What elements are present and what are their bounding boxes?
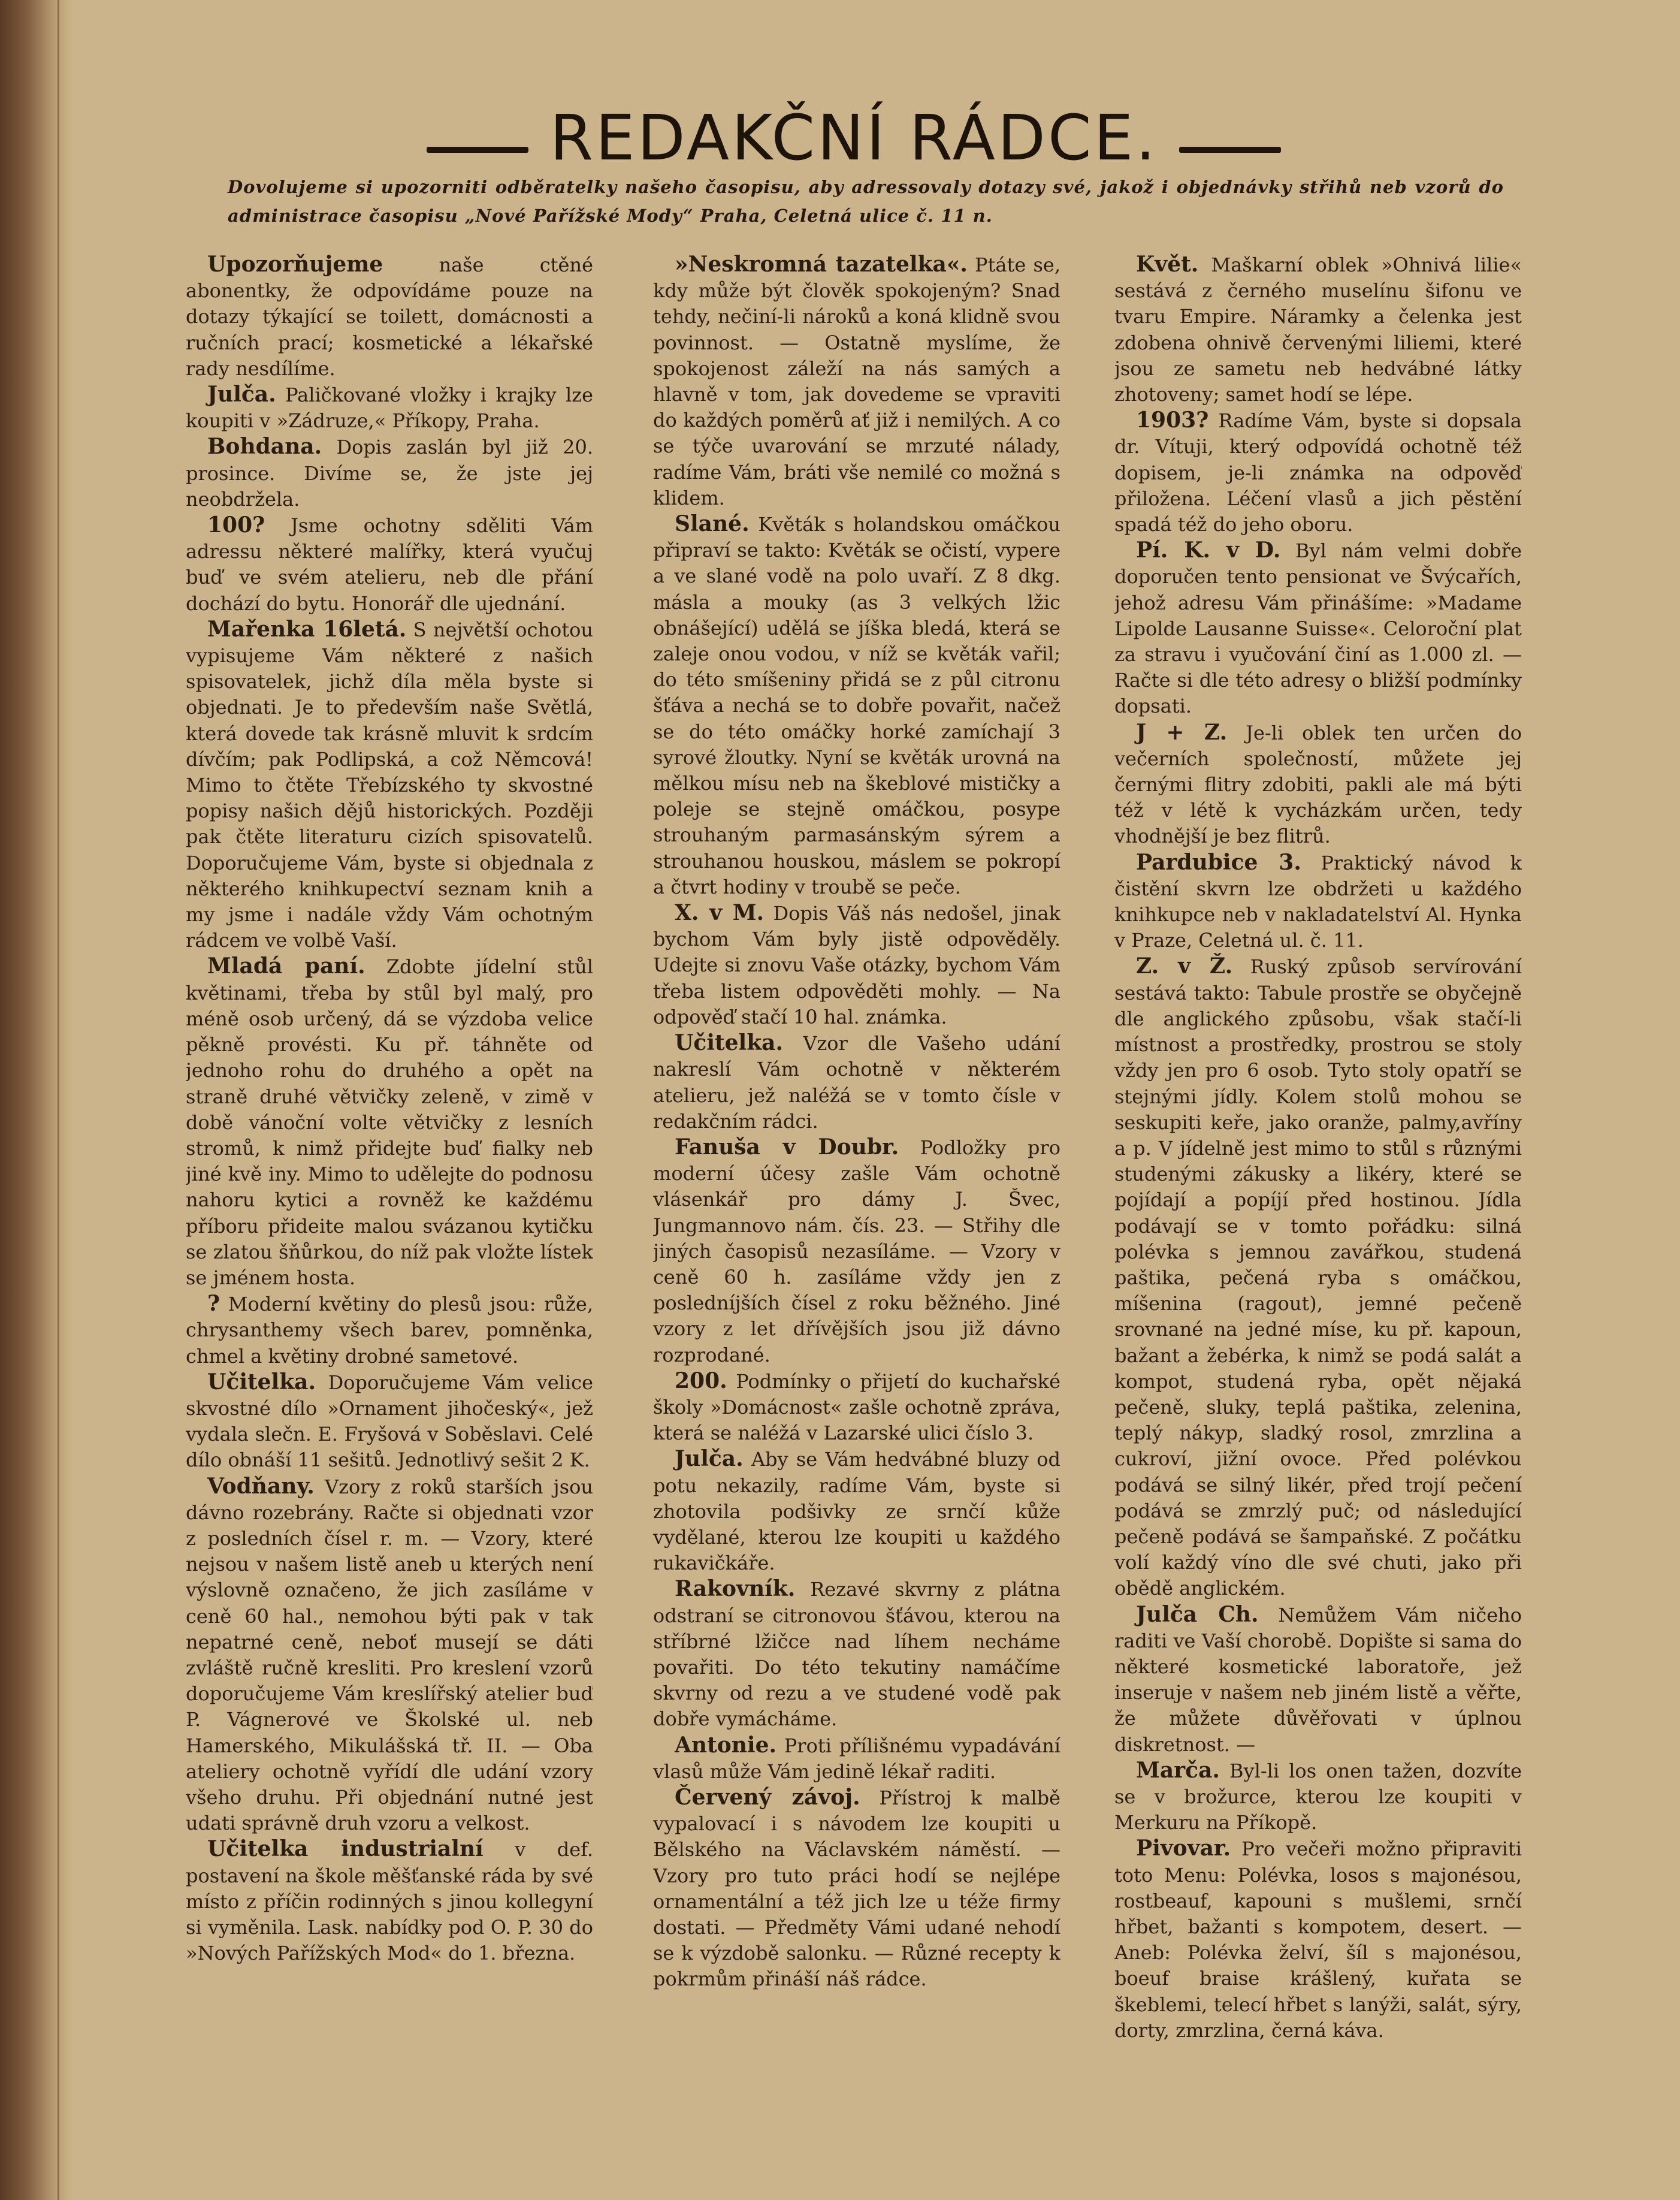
entry-text: Ptáte se, kdy může být člověk spokojeným? Snad tehdy, nečiní-li nároků a koná klidně svou povinnost. — Ostatně myslíme, že spokojenost záleží na nás samých a hlavně v tom, jak dovedeme se vpraviti do každých poměrů ať již i nemilých. A co se týče uvarování se mrzuté nálady, radíme Vám, bráti vše nemilé co možná s klidem.: [653, 254, 1060, 509]
entry-addressee: Antonie.: [675, 1732, 777, 1758]
letter-entry: [1114, 408, 1522, 538]
page: [180, 72, 1528, 2139]
letter-entry: [1114, 1758, 1522, 1836]
letter-entry: [653, 1030, 1060, 1134]
entry-text: Pro večeři možno připraviti toto Menu: Polévka, losos s majonésou, rostbeauf, kapouni s mušlemi, srnčí hřbet, bažanti s kompotem, desert. — Aneb: Polévka želví, šíl s majonésou, boeuf braise krášlený, kuřata se škeblemi, telecí hřbet s lanýži, salát, sýry, dorty, zmrzlina, černá káva.: [1114, 1837, 1522, 2042]
entry-addressee: Upozorňujeme: [207, 252, 383, 277]
entry-text: Jsme ochotny sděliti Vám adressu některé malířky, která vyučuj buď ve svém atelieru, neb dle přání dochází do bytu. Honorář dle ujednání.: [186, 514, 593, 615]
entry-addressee: Vodňany.: [207, 1473, 315, 1499]
letter-entry: [186, 382, 593, 434]
subscriber-notice: Dovolujeme si upozorniti odběratelky našeho časopisu, aby adressovaly dotazy své, jakož i objednávky střihů neb vzorů do administrace časopisu „Nové Pařížské Mody“ Praha, Celetná ulice č. 11 n.: [228, 177, 1504, 226]
letter-entry: [186, 617, 593, 954]
entry-text: Vzor dle Vašeho udání nakreslí Vám ochotně v některém atelieru, jež naléžá se v tomto čísle v redakčním rádci.: [653, 1032, 1060, 1133]
page-header: [180, 72, 1528, 252]
letter-entry: [186, 252, 593, 382]
entry-addressee: Julča.: [207, 382, 276, 408]
entry-text: Doporučujeme Vám velice skvostné dílo »Ornament jihočeský«, jež vydala slečn. E. Fryšová v Soběslavi. Celé dílo obnáší 11 sešitů. Jednotlivý sešit 2 K.: [186, 1371, 593, 1472]
entry-text: Maškarní oblek »Ohnivá lilie« sestává z černého muselínu šifonu ve tvaru Empire. Náramky a čelenka jest zdobena ohnivě červenými liliemi, které jsou ze sametu neb hedvábné látky zhotoveny; samet hodí se lépe.: [1114, 254, 1522, 406]
entry-addressee: Mařenka 16letá.: [207, 616, 407, 642]
entry-text: Nemůžem Vám ničeho raditi ve Vaší chorobě. Dopište si sama do některé kosmetické laboratoře, jež inseruje v našem neb jiném listě a věřte, že můžete důvěřovati v úplnou diskretnost. —: [1114, 1603, 1522, 1756]
entry-addressee: Julča Ch.: [1136, 1601, 1259, 1627]
entry-addressee: 200.: [675, 1368, 727, 1393]
book-binding-edge: [0, 0, 72, 2200]
entry-addressee: Bohdana.: [207, 434, 322, 460]
entry-text: Vzory z roků starších jsou dávno rozebrány. Račte si objednati vzor z posledních čísel r. m. — Vzory, které nejsou v našem listě aneb u kterých není výslovně označeno, že jich zasíláme v ceně 60 hal., nemohou býti pak v tak nepatrné ceně, neboť musejí se dáti zvláště ručně kresliti. Pro kreslení vzorů doporučujeme Vám kreslířský atelier buď P. Vágnerové ve Školské ul. neb Hamerského, Mikulášská tř. II. — Oba ateliery ochotně vyřídí dle udání vzory všeho druhu. Při objednání nutné jest udati správně druh vzoru a velkost.: [186, 1475, 593, 1835]
entry-text: Zdobte jídelní stůl květinami, třeba by stůl byl malý, pro méně osob určený, dá se výzdoba velice pěkně provésti. Ku př. táhněte od jednoho rohu do druhého a opět na straně druhé větvičky zeleně, v zimě v době vánoční volte větvičky z lesních stromů, k nimž přidejte buď fialky neb jiné kvě iny. Mimo to udělejte do podnosu nahoru kytici a rovněž ke každému příboru přideite malou svázanou kytičku se zlatou šňůrkou, do níž pak vložte lístek se jménem hosta.: [186, 955, 593, 1289]
letter-entry: [653, 252, 1060, 511]
letter-entry: [1114, 1602, 1522, 1758]
entry-addressee: Učitelka.: [675, 1030, 784, 1056]
entry-text: Moderní květiny do plesů jsou: růže, chrysanthemy všech barev, pomněnka, chmel a květiny drobné sametové.: [186, 1293, 593, 1368]
entry-text: Podmínky o přijetí do kuchařské školy »Domácnost« zašle ochotně zpráva, která se naléžá v Lazarské ulici číslo 3.: [653, 1369, 1060, 1445]
letter-entry: [653, 1134, 1060, 1368]
letter-entry: [653, 1733, 1060, 1785]
entry-text: Proti přílišnému vypadávání vlasů může Vám jedině lékař raditi.: [653, 1734, 1060, 1783]
entry-addressee: Květ.: [1136, 252, 1199, 277]
letter-entry: [1114, 1836, 1522, 2044]
letter-entry: [1114, 850, 1522, 954]
entry-addressee: 100?: [207, 512, 265, 538]
entry-text: Je-li oblek ten určen do večerních společností, můžete jej černými flitry zdobiti, pakli ale má býti též v létě k vycházkám určen, tedy vhodnější je bez flitrů.: [1114, 721, 1522, 848]
entry-text: Byl-li los onen tažen, dozvíte se v brožurce, kterou lze koupiti v Merkuru na Příkopě.: [1114, 1759, 1522, 1834]
entry-text: Radíme Vám, byste si dopsala dr. Vítuji, který odpovídá ochotně též dopisem, je-li známka na odpověď přiložena. Léčení vlasů a jich pěstění spadá též do jeho oboru.: [1114, 409, 1522, 536]
entry-text: Praktický návod k čistění skvrn lze obdržeti u každého knihkupce neb v nakladatelství Al. Hynka v Praze, Celetná ul. č. 11.: [1114, 851, 1522, 952]
letter-entry: [653, 511, 1060, 900]
column-2: [653, 252, 1060, 2127]
page-title: REDAKČNÍ RÁDCE.: [549, 101, 1158, 174]
entry-addressee: Pardubice 3.: [1136, 849, 1301, 875]
entry-addressee: Fanuša v Doubr.: [675, 1134, 899, 1160]
letter-entry: [1114, 252, 1522, 408]
entry-text: naše ctěné abonentky, že odpovídáme pouze na dotazy týkající se toilett, domácnosti a ručních prací; kosmetické a lékařské rady nesdílíme.: [186, 254, 593, 380]
entry-text: Byl nám velmi dobře doporučen tento pensionat ve Švýcařích, jehož adresu Vám přinášíme: »Madame Lipolde Lausanne Suisse«. Celoroční plat za stravu i vyučování činí as 1.000 zl. — Račte si dle této adresy o bližší podmínky dopsati.: [1114, 539, 1522, 718]
entry-text: Paličkované vložky i krajky lze koupiti v »Zádruze,« Příkopy, Praha.: [186, 384, 593, 433]
entry-text: Ruský způsob servírování sestává takto: Tabule prostře se obyčejně dle anglického způsobu, však stačí-li místnost a prostředky, prostrou se stoly vždy jen pro 6 osob. Tyto stoly opatří se stejnými jídly. Kolem stolů mohou se seskupiti keře, jako oranže, palmy,avříny a p. V jídelně jest mimo to stůl s různými studenými zákusky a likéry, které se pojídají a popíjí před hostinou. Jídla podávají se v tomto pořádku: silná polévka s jemnou zavářkou, studená paštika, pečená ryba s omáčkou, míšenina (ragout), jemné pečeně srovnané na jedné míse, ku př. kapoun, bažant a žebérka, k nimž se podá salát a kompot, studená ryba, opět nějaká pečeně, sluky, teplá paštika, zelenina, teplý nákyp, sladký rosol, zmrzlina a cukroví, jižní ovoce. Před polévkou podává se silný likér, před trojí pečení podává se zmrzlý puč; od následující pečeně podává se šampaňské. Z počátku volí každý víno dle své chuti, jako při obědě anglickém.: [1114, 955, 1522, 1600]
spine-line: [58, 0, 59, 2200]
entry-addressee: »Neskromná tazatelka«.: [675, 252, 968, 277]
letter-entry: [186, 953, 593, 1291]
entry-addressee: Slané.: [675, 511, 750, 537]
letter-entry: [186, 434, 593, 512]
entry-addressee: Učitelka.: [207, 1369, 316, 1395]
letter-entry: [186, 1836, 593, 1966]
entry-text: Podložky pro moderní účesy zašle Vám ochotně vlásenkář pro dámy J. Švec, Jungmannovo nám. čís. 23. — Střihy dle jiných časopisů nezasíláme. — Vzory v ceně 60 h. zasíláme vždy jen z posledníjších čísel z roku běžného. Jiné vzory z let dřívějších jsou již dávno rozprodané.: [653, 1136, 1060, 1366]
column-1: [186, 252, 593, 2127]
letter-entry: [653, 900, 1060, 1030]
entry-text: v def. postavení na škole měšťanské ráda by své místo z příčin rodinných s jinou kollegyní si vyměnila. Lask. nabídky pod O. P. 30 do »Nových Pařížských Mod« do 1. března.: [186, 1838, 593, 1965]
entry-addressee: Pí. K. v D.: [1136, 538, 1281, 563]
letter-entry: [653, 1576, 1060, 1732]
entry-addressee: Marča.: [1136, 1757, 1220, 1783]
entry-addressee: Julča.: [675, 1446, 744, 1472]
entry-text: Dopis zaslán byl již 20. prosince. Divíme se, že jste jej neobdržela.: [186, 436, 593, 511]
letter-entry: [186, 1474, 593, 1837]
entry-text: Dopis Váš nás nedošel, jinak bychom Vám byly jistě odpověděly. Udejte si znovu Vaše otázky, bychom Vám třeba listem odpověděti mohly. — Na odpověď stačí 10 hal. známka.: [653, 902, 1060, 1028]
letter-entry: [653, 1446, 1060, 1576]
entry-text: Aby se Vám hedvábné bluzy od potu nekazily, radíme Vám, byste si zhotovila podšivky ze srnčí kůže vydělané, kterou lze koupiti u každého rukavičkáře.: [653, 1448, 1060, 1575]
entry-addressee: X. v M.: [675, 900, 765, 926]
letter-entry: [653, 1368, 1060, 1447]
entry-text: S největší ochotou vypisujeme Vám některé z našich spisovatelek, jichž díla měla byste si objednati. Je to především naše Světlá, která dovede tak krásně mluvit k srdcím dívčím; pak Podlipská, a což Němcová! Mimo to čtěte Třebízského ty skvostné popisy našich dějů historických. Později pak čtěte literaturu cizích spisovatelů. Doporučujeme Vám, byste si objednala z některého knihkupectví seznam knih a my jsme i nadále vždy Vám ochotným rádcem ve volbě Vaší.: [186, 618, 593, 952]
entry-text: Rezavé skvrny z plátna odstraní se citronovou šťávou, kterou na stříbrné lžičce nad líhem necháme povařiti. Do této tekutiny namáčíme skvrny od rezu a ve studené vodě pak dobře vymácháme.: [653, 1578, 1060, 1731]
entry-addressee: J + Z.: [1136, 719, 1228, 745]
title-row: [180, 96, 1528, 180]
letter-entry: [186, 512, 593, 617]
entry-text: Přístroj k malbě vypalovací i s návodem lze koupiti u Bělského na Václavském náměstí. — Vzory pro tuto práci hodí se nejlépe ornamentální a též jich lze u téže firmy dostati. — Předměty Vámi udané nehodí se k výzdobě salonku. — Různé recepty k pokrmům přináší náš rádce.: [653, 1786, 1060, 1991]
letter-entry: [1114, 538, 1522, 719]
letter-entry: [653, 1785, 1060, 1993]
entry-addressee: Z. v Ž.: [1136, 953, 1233, 979]
column-3: [1114, 252, 1522, 2127]
letter-entry: [1114, 720, 1522, 850]
entry-addressee: Červený závoj.: [675, 1784, 860, 1810]
entry-addressee: Učitelka industrialní: [207, 1836, 484, 1862]
letter-entry: [1114, 953, 1522, 1601]
entry-addressee: 1903?: [1136, 408, 1209, 433]
title-rule-right: [1179, 147, 1281, 153]
entry-addressee: ?: [207, 1291, 220, 1317]
title-rule-left: [427, 147, 528, 153]
letter-entry: [186, 1369, 593, 1474]
letter-entry: [186, 1291, 593, 1369]
entry-addressee: Pivovar.: [1136, 1836, 1231, 1861]
entry-addressee: Mladá paní.: [207, 953, 365, 979]
entry-text: Květák s holandskou omáčkou připraví se takto: Květák se očistí, vypere a ve slané vodě na polo uvaří. Z 8 dkg. másla a mouky (as 3 velkých lžic obnášející) udělá se jíška bledá, která se zaleje onou vodou, v níž se květák vařil; do této smíšeniny přidá se z půl citronu šťáva a nechá se to dobře povařit, načež se do této omáčky horké zamíchají 3 syrové žloutky. Nyní se květák urovná na mělkou mísu neb na škeblové mističky a poleje se stejně omáčkou, posype strouhaným parmasánským sýrem a strouhanou houskou, máslem se pokropí a čtvrt hodiny v troubě se peče.: [653, 513, 1060, 898]
entry-addressee: Rakovník.: [675, 1576, 796, 1602]
